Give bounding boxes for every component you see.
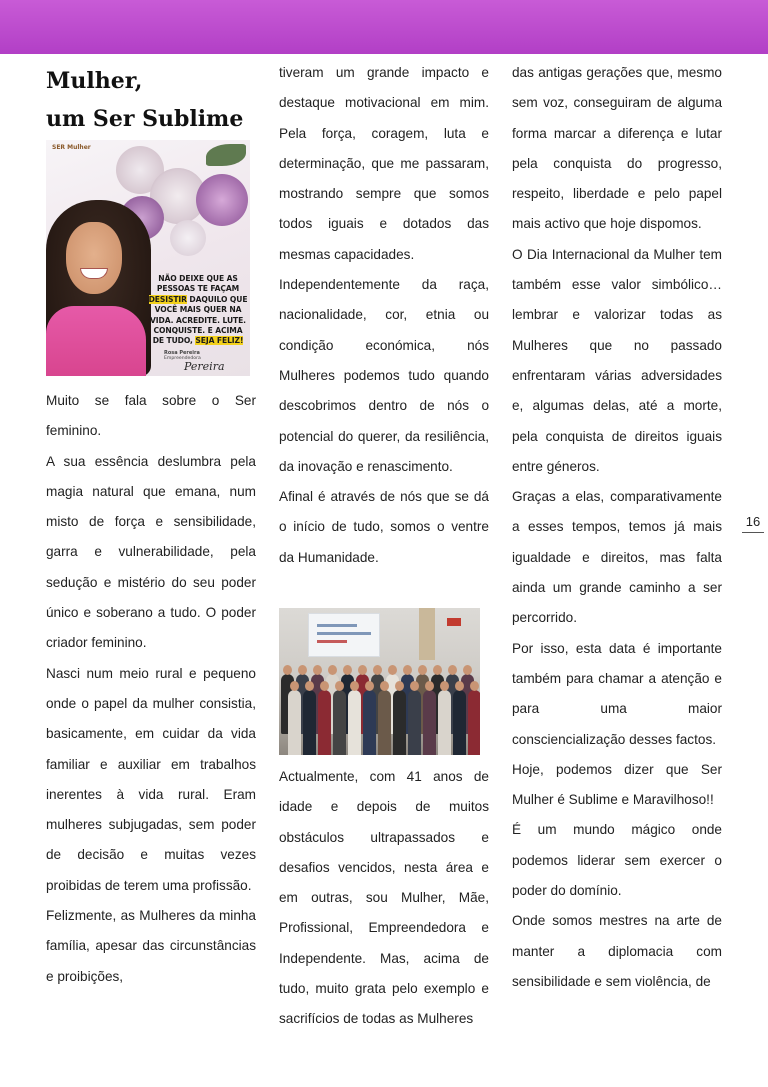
paragraph: Muito se fala sobre o Ser feminino. [46, 393, 256, 439]
woman-face [66, 222, 122, 294]
quote-highlight: SEJA FELIZ! [195, 336, 244, 346]
paragraph: Independentemente da raça, nacionalidade, cor, etnia ou condição económica, nós Mulheres podemos tudo quando descobrimos dentro de nós o potencial do querer, da resiliência, da inovação e renascimento. [279, 277, 489, 474]
person-head [358, 665, 367, 675]
paragraph: das antigas gerações que, mesmo sem voz, conseguiram de alguma forma marcar a diferença e lutar pela conquista do progresso, respeito, liberdade e pelo papel mais activo que hoje dispomos. [512, 65, 722, 232]
paragraph: Por isso, esta data é importante também para chamar a atenção e para uma maior consciencialização desses factos. [512, 640, 722, 747]
person-head [365, 681, 374, 691]
person [423, 690, 436, 755]
person-head [343, 665, 352, 675]
leaf-decoration [206, 144, 246, 166]
poster-quote [148, 274, 248, 347]
poster-logo: SER Mulher [52, 144, 91, 151]
person-head [305, 681, 314, 691]
person-head [410, 681, 419, 691]
person [318, 690, 331, 755]
paragraph: Hoje, podemos dizer que Ser Mulher é Sublime e Maravilhoso!! [512, 761, 722, 808]
group-of-people [279, 654, 480, 755]
woman-top [46, 306, 146, 376]
paragraph: Onde somos mestres na arte de manter a diplomacia com sensibilidade e sem violência, de [512, 913, 722, 989]
person [393, 690, 406, 755]
title-line-2: um Ser Sublime [46, 106, 244, 132]
person-head [328, 665, 337, 675]
column-2-bottom [279, 762, 489, 1035]
person-head [395, 681, 404, 691]
rose-decoration [170, 220, 206, 256]
person-head [373, 665, 382, 675]
person-head [470, 681, 479, 691]
paragraph: O Dia Internacional da Mulher tem também esse valor simbólico… lembrar e valorizar todas as Mulheres que no passado enfrentaram várias adversidades e, algumas delas, até a morte, pela conquista de direitos iguais entre géneros. [512, 246, 722, 474]
paragraph: Felizmente, as Mulheres da minha família, apesar das circunstâncias e proibições, [46, 908, 256, 984]
person-head [313, 665, 322, 675]
paragraph: tiveram um grande impacto e destaque motivacional em mim. Pela força, coragem, luta e determinação, que me passaram, mostrando sempre que somos todos iguais e dotados das mesmas capacidades. [279, 65, 489, 262]
title-line-1: Mulher, [46, 68, 143, 94]
person [348, 690, 361, 755]
person-head [388, 665, 397, 675]
column-1 [46, 386, 256, 992]
person [453, 690, 466, 755]
column-2-top [279, 58, 489, 573]
projector-screen [309, 614, 379, 656]
person-head [320, 681, 329, 691]
person-head [298, 665, 307, 675]
quote-text: DAQUILO QUE VOCÊ MAIS QUER NA VIDA. ACREDITE. LUTE. CONQUISTE. E ACIMA DE TUDO, [150, 294, 248, 346]
author-role: Empreendedora [164, 356, 201, 361]
person-head [433, 665, 442, 675]
person [438, 690, 451, 755]
person [303, 690, 316, 755]
person [378, 690, 391, 755]
header-bar [0, 0, 768, 54]
person-head [283, 665, 292, 675]
person-head [335, 681, 344, 691]
person-head [380, 681, 389, 691]
paragraph: Nasci num meio rural e pequeno onde o papel da mulher consistia, basicamente, em cuidar da vida familiar e auxiliar em trabalhos inerentes à vida rural. Eram mulheres subjugadas, sem poder de decisão e muitas vezes proibidas de terem uma profissão. [46, 665, 256, 893]
person-head [448, 665, 457, 675]
paragraph: Afinal é através de nós que se dá o início de tudo, somos o ventre da Humanidade. [279, 489, 489, 565]
person-head [290, 681, 299, 691]
person-head [403, 665, 412, 675]
group-photo [279, 608, 480, 755]
person [333, 690, 346, 755]
person-head [463, 665, 472, 675]
person-head [425, 681, 434, 691]
quote-highlight: DESISTIR [148, 294, 187, 304]
person-head [418, 665, 427, 675]
author-signature: Pereira [184, 360, 225, 373]
paragraph: Actualmente, com 41 anos de idade e depois de muitos obstáculos ultrapassados e desafios vencidos, nesta área e em outras, sou Mulher, Mãe, Profissional, Empreendedora e Independente. Mas, acima de tudo, muito grata pelo exemplo e sacrifícios de todas as Mulheres [279, 769, 489, 1027]
person [408, 690, 421, 755]
person [468, 690, 480, 755]
exit-sign [447, 618, 461, 626]
quote-text: NÃO DEIXE QUE AS PESSOAS TE FAÇAM [156, 274, 240, 294]
person-head [455, 681, 464, 691]
door [419, 608, 435, 660]
column-3 [512, 58, 722, 997]
person-head [350, 681, 359, 691]
person [288, 690, 301, 755]
article-title [46, 62, 256, 138]
person [363, 690, 376, 755]
paragraph: Graças a elas, comparativamente a esses tempos, temos já mais igualdade e direitos, mas falta ainda um grande caminho a ser percorrido. [512, 489, 722, 626]
rose-decoration [196, 174, 248, 226]
person-head [440, 681, 449, 691]
author-name: Rosa Pereira [164, 350, 200, 356]
paragraph: É um mundo mágico onde podemos liderar sem exercer o poder do domínio. [512, 822, 722, 899]
motivational-poster-image [46, 140, 250, 376]
page-number: 16 [742, 514, 764, 533]
paragraph: A sua essência deslumbra pela magia natural que emana, num misto de força e sensibilidade, garra e vulnerabilidade, pela sedução e mistério do seu poder único e soberano a tudo. O poder criador feminino. [46, 453, 256, 651]
